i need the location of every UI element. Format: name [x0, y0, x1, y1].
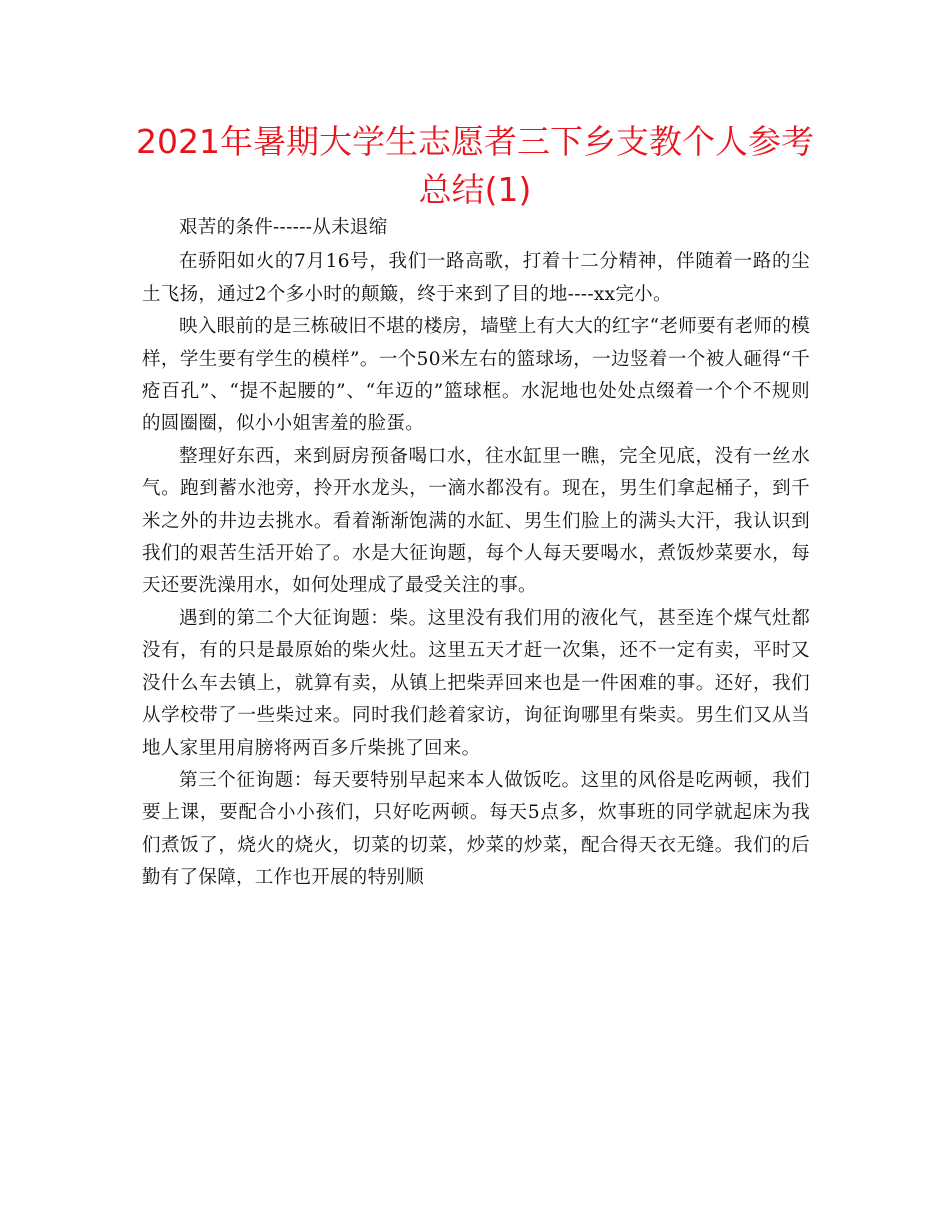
paragraph-firewood: 遇到的第二个大征询题：柴。这里没有我们用的液化气，甚至连个煤气灶都没有，有的只是最原始的柴火灶。这里五天才赶一次集，还不一定有卖，平时又没什么车去镇上，就算有卖，从镇上把柴弄回来也是一件困难的事。还好，我们从学校带了一些柴过来。同时我们趁着家访，询征询哪里有柴卖。男生们又从当地人家里用肩膀将两百多斤柴挑了回来。 — [142, 607, 810, 759]
document-body — [142, 212, 810, 895]
paragraph-water: 整理好东西，来到厨房预备喝口水，往水缸里一瞧，完全见底，没有一丝水气。跑到蓄水池旁，拎开水龙头，一滴水都没有。现在，男生们拿起桶子，到千米之外的井边去挑水。看着渐渐饱满的水缸、男生们脸上的满头大汗，我认识到我们的艰苦生活开始了。水是大征询题，每个人每天要喝水，煮饭炒菜要水，每天还要洗澡用水，如何处理成了最受关注的事。 — [142, 445, 810, 597]
section-heading: 艰苦的条件------从未退缩 — [179, 217, 388, 238]
paragraph-school-scene: 映入眼前的是三栋破旧不堪的楼房，墙壁上有大大的红字“老师要有老师的模样，学生要有学生的模样”。一个50米左右的篮球场，一边竖着一个被人砸得“千疮百孔”、“提不起腰的”、“年迈的”篮球框。水泥地也处处点缀着一个个不规则的圆圈圈，似小小姐害羞的脸蛋。 — [142, 316, 810, 435]
document-title: 2021年暑期大学生志愿者三下乡支教个人参考总结(1) — [136, 122, 814, 209]
paragraph-cooking: 第三个征询题：每天要特别早起来本人做饭吃。这里的风俗是吃两顿，我们要上课，要配合小小孩们，只好吃两顿。每天5点多，炊事班的同学就起床为我们煮饭了，烧火的烧火，切菜的切菜，炒菜的炒菜，配合得天衣无缝。我们的后勤有了保障，工作也开展的特别顺 — [142, 769, 810, 889]
paragraph-arrival: 在骄阳如火的7月16号，我们一路高歌，打着十二分精神，伴随着一路的尘土飞扬，通过2个多小时的颠簸，终于来到了目的地----xx完小。 — [142, 251, 810, 305]
